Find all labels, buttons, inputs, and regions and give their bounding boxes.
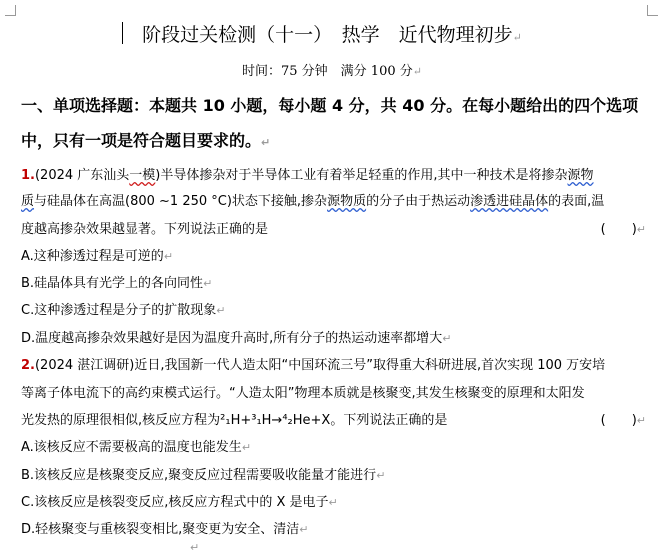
question-2-option-a: A.该核反应不需要极高的温度也能发生↵: [21, 440, 252, 455]
paragraph-mark: ↵: [261, 136, 271, 149]
question-2-option-b: B.该核反应是核聚变反应,聚变反应过程需要吸收能量才能进行↵: [21, 468, 386, 483]
question-number: 1.: [21, 168, 35, 183]
page-title: 阶段过关检测（十一） 热学 近代物理初步↵: [142, 24, 522, 46]
question-1-stem: 1.(2024 广东汕头一模)半导体掺杂对于半导体工业有着举足轻重的作用,其中一种技术是将掺杂源物: [21, 168, 594, 183]
question-2-option-c: C.该核反应是核裂变反应,核反应方程式中的 X 是电子↵: [21, 495, 338, 510]
question-1-stem-line2: 质与硅晶体在高温(800 ~1 250 °C)状态下接触,掺杂源物质的分子由于热运动渗透进硅晶体的表面,温: [21, 194, 605, 209]
margin-corner-mark: [5, 5, 16, 16]
question-number: 2.: [21, 358, 35, 373]
question-2-stem-line3: 光发热的原理很相似,核反应方程为²₁H+³₁H→⁴₂He+X。下列说法正确的是 ( )↵: [21, 413, 646, 428]
question-2-stem: 2.(2024 湛江调研)近日,我国新一代人造太阳“中国环流三号”取得重大科研进展,首次实现 100 万安培: [21, 358, 606, 373]
question-2-stem-line2: 等离子体电流下的高约束模式运行。“人造太阳”物理本质就是核聚变,其发生核聚变的原理和太阳发: [21, 386, 585, 401]
exam-info: 时间：75 分钟 满分 100 分↵: [242, 64, 422, 79]
question-2-option-d: D.轻核聚变与重核裂变相比,聚变更为安全、清洁↵: [21, 522, 309, 537]
question-1-stem-line3: 度越高掺杂效果越显著。下列说法正确的是 ( )↵: [21, 222, 646, 237]
margin-corner-mark: [647, 5, 658, 16]
question-1-option-a: A.这种渗透过程是可逆的↵: [21, 249, 174, 264]
section-heading: 一、单项选择题：本题共 10 小题，每小题 4 分，共 40 分。在每小题给出的四个选项: [21, 96, 639, 115]
paragraph-mark: ↵: [512, 31, 522, 44]
section-heading-line2: 中，只有一项是符合题目要求的。↵: [21, 131, 271, 150]
paragraph-mark: ↵: [190, 541, 200, 554]
answer-parentheses: ( )↵: [600, 413, 646, 428]
question-1-option-d: D.温度越高掺杂效果越好是因为温度升高时,所有分子的热运动速率都增大↵: [21, 331, 452, 346]
nuclear-equation: ²₁H+³₁H→⁴₂He+X: [220, 413, 331, 428]
answer-parentheses: ( )↵: [600, 222, 646, 237]
paragraph-mark: ↵: [412, 65, 422, 78]
question-1-option-b: B.硅晶体具有光学上的各向同性↵: [21, 276, 213, 291]
question-1-option-c: C.这种渗透过程是分子的扩散现象↵: [21, 303, 226, 318]
